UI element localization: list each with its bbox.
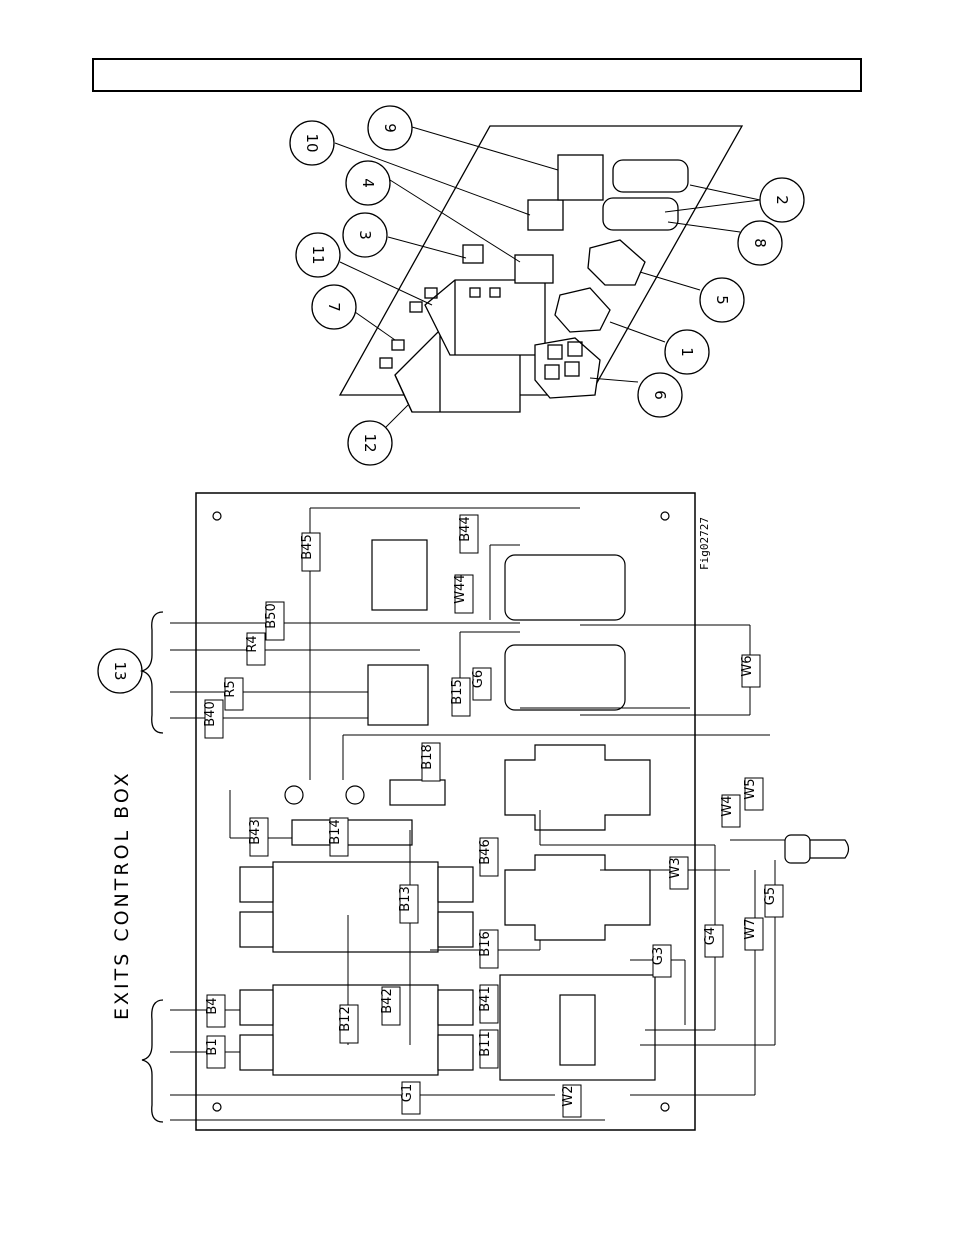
label-w3	[668, 857, 688, 889]
component-9	[558, 155, 603, 200]
svg-text:12: 12	[361, 433, 379, 453]
svg-text:B45: B45	[300, 534, 315, 560]
diagram-heading: EXITS CONTROL BOX	[111, 770, 133, 1020]
label-b12	[338, 1005, 358, 1043]
svg-text:B44: B44	[458, 516, 473, 542]
label-b40	[203, 700, 223, 738]
terminal-strip	[292, 820, 412, 845]
component-10	[528, 200, 563, 230]
svg-text:4: 4	[359, 178, 377, 188]
callout-8	[738, 221, 782, 265]
callout-9	[368, 106, 412, 150]
svg-text:W5: W5	[743, 778, 758, 800]
callout-7	[312, 285, 356, 329]
svg-text:13: 13	[111, 661, 129, 681]
label-b15	[450, 678, 470, 716]
callout-13	[98, 649, 142, 693]
svg-text:R5: R5	[223, 680, 238, 698]
label-b46	[478, 838, 498, 876]
svg-text:B15: B15	[450, 679, 465, 705]
svg-text:10: 10	[303, 133, 321, 153]
label-b43	[248, 818, 268, 856]
label-g1	[400, 1082, 420, 1114]
callout-4	[346, 161, 390, 205]
svg-text:B13: B13	[398, 886, 413, 912]
svg-text:11: 11	[309, 245, 327, 265]
svg-text:W3: W3	[668, 857, 683, 879]
callout-6	[638, 373, 682, 417]
svg-text:B12: B12	[338, 1006, 353, 1032]
svg-text:B42: B42	[380, 988, 395, 1014]
svg-text:8: 8	[751, 238, 769, 248]
label-b18	[420, 743, 440, 781]
label-b45	[300, 533, 320, 571]
braces	[142, 612, 163, 1122]
label-g4	[703, 925, 723, 957]
svg-text:B18: B18	[420, 744, 435, 770]
svg-text:W4: W4	[720, 795, 735, 817]
callout-3	[343, 213, 387, 257]
callout-12	[348, 421, 392, 465]
label-w6	[740, 655, 760, 687]
label-r5	[223, 678, 243, 710]
label-b50	[264, 602, 284, 640]
svg-text:2: 2	[773, 195, 791, 205]
callout-2	[760, 178, 804, 222]
svg-text:B11: B11	[478, 1031, 493, 1057]
capacitor-8	[603, 198, 678, 230]
svg-text:B14: B14	[328, 819, 343, 845]
thermostats	[500, 745, 655, 1080]
svg-text:G1: G1	[400, 1083, 415, 1103]
svg-text:W6: W6	[740, 655, 755, 677]
switch-13	[368, 665, 428, 725]
svg-text:6: 6	[651, 390, 669, 400]
label-b11	[478, 1030, 498, 1068]
svg-text:5: 5	[713, 295, 731, 305]
component-w44	[372, 540, 427, 610]
label-w44	[453, 574, 473, 613]
figure-id: Fig02727	[698, 517, 711, 570]
svg-text:G4: G4	[703, 926, 718, 946]
svg-text:B4: B4	[205, 997, 220, 1015]
label-b4	[205, 995, 225, 1027]
svg-text:7: 7	[325, 302, 343, 312]
label-w7	[743, 918, 763, 950]
svg-text:B50: B50	[264, 603, 279, 629]
svg-text:B16: B16	[478, 931, 493, 957]
label-w5	[743, 778, 763, 810]
svg-text:W44: W44	[453, 574, 468, 604]
label-g3	[651, 945, 671, 977]
svg-text:9: 9	[381, 123, 399, 133]
svg-text:B40: B40	[203, 701, 218, 727]
svg-text:1: 1	[678, 347, 696, 357]
label-b16	[478, 930, 498, 968]
svg-text:W2: W2	[561, 1085, 576, 1107]
svg-text:3: 3	[356, 230, 374, 240]
svg-text:B46: B46	[478, 839, 493, 865]
callout-1	[665, 330, 709, 374]
label-b41	[478, 985, 498, 1023]
svg-text:G3: G3	[651, 946, 666, 966]
label-g6	[471, 668, 491, 700]
callout-5	[700, 278, 744, 322]
callout-10	[290, 121, 334, 165]
svg-text:B43: B43	[248, 819, 263, 845]
label-b1	[205, 1036, 225, 1068]
capacitors-schematic	[505, 555, 625, 710]
capacitor-2	[613, 160, 688, 192]
label-g5	[763, 885, 783, 917]
callout-11	[296, 233, 340, 277]
label-w2	[561, 1085, 581, 1117]
svg-text:G5: G5	[763, 886, 778, 906]
terminal-b18	[390, 780, 445, 805]
label-w4	[720, 795, 740, 827]
sensor-probe	[785, 835, 849, 863]
label-b14	[328, 818, 348, 856]
svg-text:B1: B1	[205, 1038, 220, 1056]
label-b44	[458, 515, 478, 553]
svg-text:R4: R4	[245, 635, 260, 653]
label-r4	[245, 633, 265, 665]
contactor	[500, 975, 655, 1080]
component-4	[515, 255, 553, 283]
svg-text:W7: W7	[743, 918, 758, 940]
svg-text:G6: G6	[471, 669, 486, 689]
label-b42	[380, 987, 400, 1025]
svg-text:B41: B41	[478, 986, 493, 1012]
label-b13	[398, 885, 418, 923]
